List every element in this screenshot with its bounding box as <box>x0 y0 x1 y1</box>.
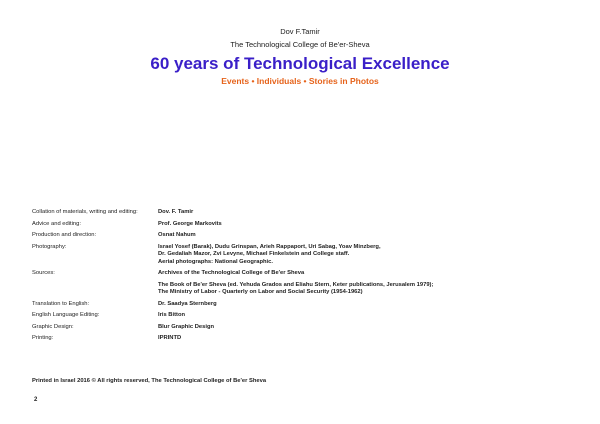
credit-label: Sources: <box>32 270 55 277</box>
credit-value <box>158 270 572 296</box>
credit-value-line: Israel Yosef (Barak), Dudu Grinspan, Arieh Rappaport, Uri Sabag, Yoav Minzberg, <box>158 243 381 250</box>
credit-row-graphic-design <box>32 324 572 331</box>
credit-row-translation <box>32 301 572 308</box>
credit-value <box>158 209 572 216</box>
book-subtitle: Events • Individuals • Stories in Photos <box>221 76 379 86</box>
credit-row-production <box>32 232 572 239</box>
credit-label: Translation to English: <box>32 300 90 307</box>
credit-label: English Language Editing: <box>32 312 100 319</box>
credit-value <box>158 301 572 308</box>
credits-list <box>32 209 572 347</box>
credit-row-sources <box>32 270 572 296</box>
credit-row-english-editing <box>32 312 572 319</box>
credit-value <box>158 244 572 266</box>
credit-label: Production and direction: <box>32 232 97 239</box>
credit-value <box>158 324 572 331</box>
credit-label: Graphic Design: <box>32 323 74 330</box>
credit-value-line: IPRINTD <box>158 335 182 342</box>
credit-label: Advice and editing: <box>32 220 81 227</box>
credit-row-photography <box>32 244 572 266</box>
credit-value-line: Dr. Saadya Sternberg <box>158 300 217 307</box>
credit-value <box>158 221 572 228</box>
credit-row-printing <box>32 335 572 342</box>
college-name: The Technological College of Be'er-Sheva <box>230 40 370 49</box>
credit-value <box>158 335 572 342</box>
credit-row-advice <box>32 221 572 228</box>
page-number: 2 <box>34 397 38 403</box>
credit-value-line: Dov. F. Tamir <box>158 209 194 215</box>
credit-value <box>158 232 572 239</box>
credit-value-line: Dr. Gedaliah Mazor, Zvi Levyne, Michael Finkelstein and College staff. <box>158 251 350 258</box>
author-name: Dov F.Tamir <box>280 27 320 36</box>
credit-value-line: Blur Graphic Design <box>158 323 215 330</box>
credit-value-line: Iris Bitton <box>158 312 186 319</box>
credit-value-line: The Ministry of Labor - Quarterly on Labor and Social Security (1954-1962) <box>158 289 363 295</box>
credit-value-line: Archives of the Technological College of Be'er Sheva <box>158 270 305 277</box>
credit-row-collation <box>32 209 572 216</box>
credit-value-line: Prof. George Markovits <box>158 220 222 227</box>
credit-value-line: Aerial photographs: National Geographic. <box>158 258 273 265</box>
book-title: 60 years of Technological Excellence <box>150 54 450 73</box>
credit-label: Printing: <box>32 335 54 342</box>
credit-label: Collation of materials, writing and editing: <box>32 209 138 215</box>
credit-value-line: The Book of Be'er Sheva (ed. Yehuda Grados and Eliahu Stern, Keter publications, Jerusalem 1979); <box>158 281 434 288</box>
credit-value-line: Osnat Nahum <box>158 232 196 239</box>
copyright-notice: Printed in Israel 2016 © All rights reserved, The Technological College of Be'er Sheva <box>32 378 267 384</box>
credit-value <box>158 312 572 319</box>
credit-label: Photography: <box>32 243 67 250</box>
